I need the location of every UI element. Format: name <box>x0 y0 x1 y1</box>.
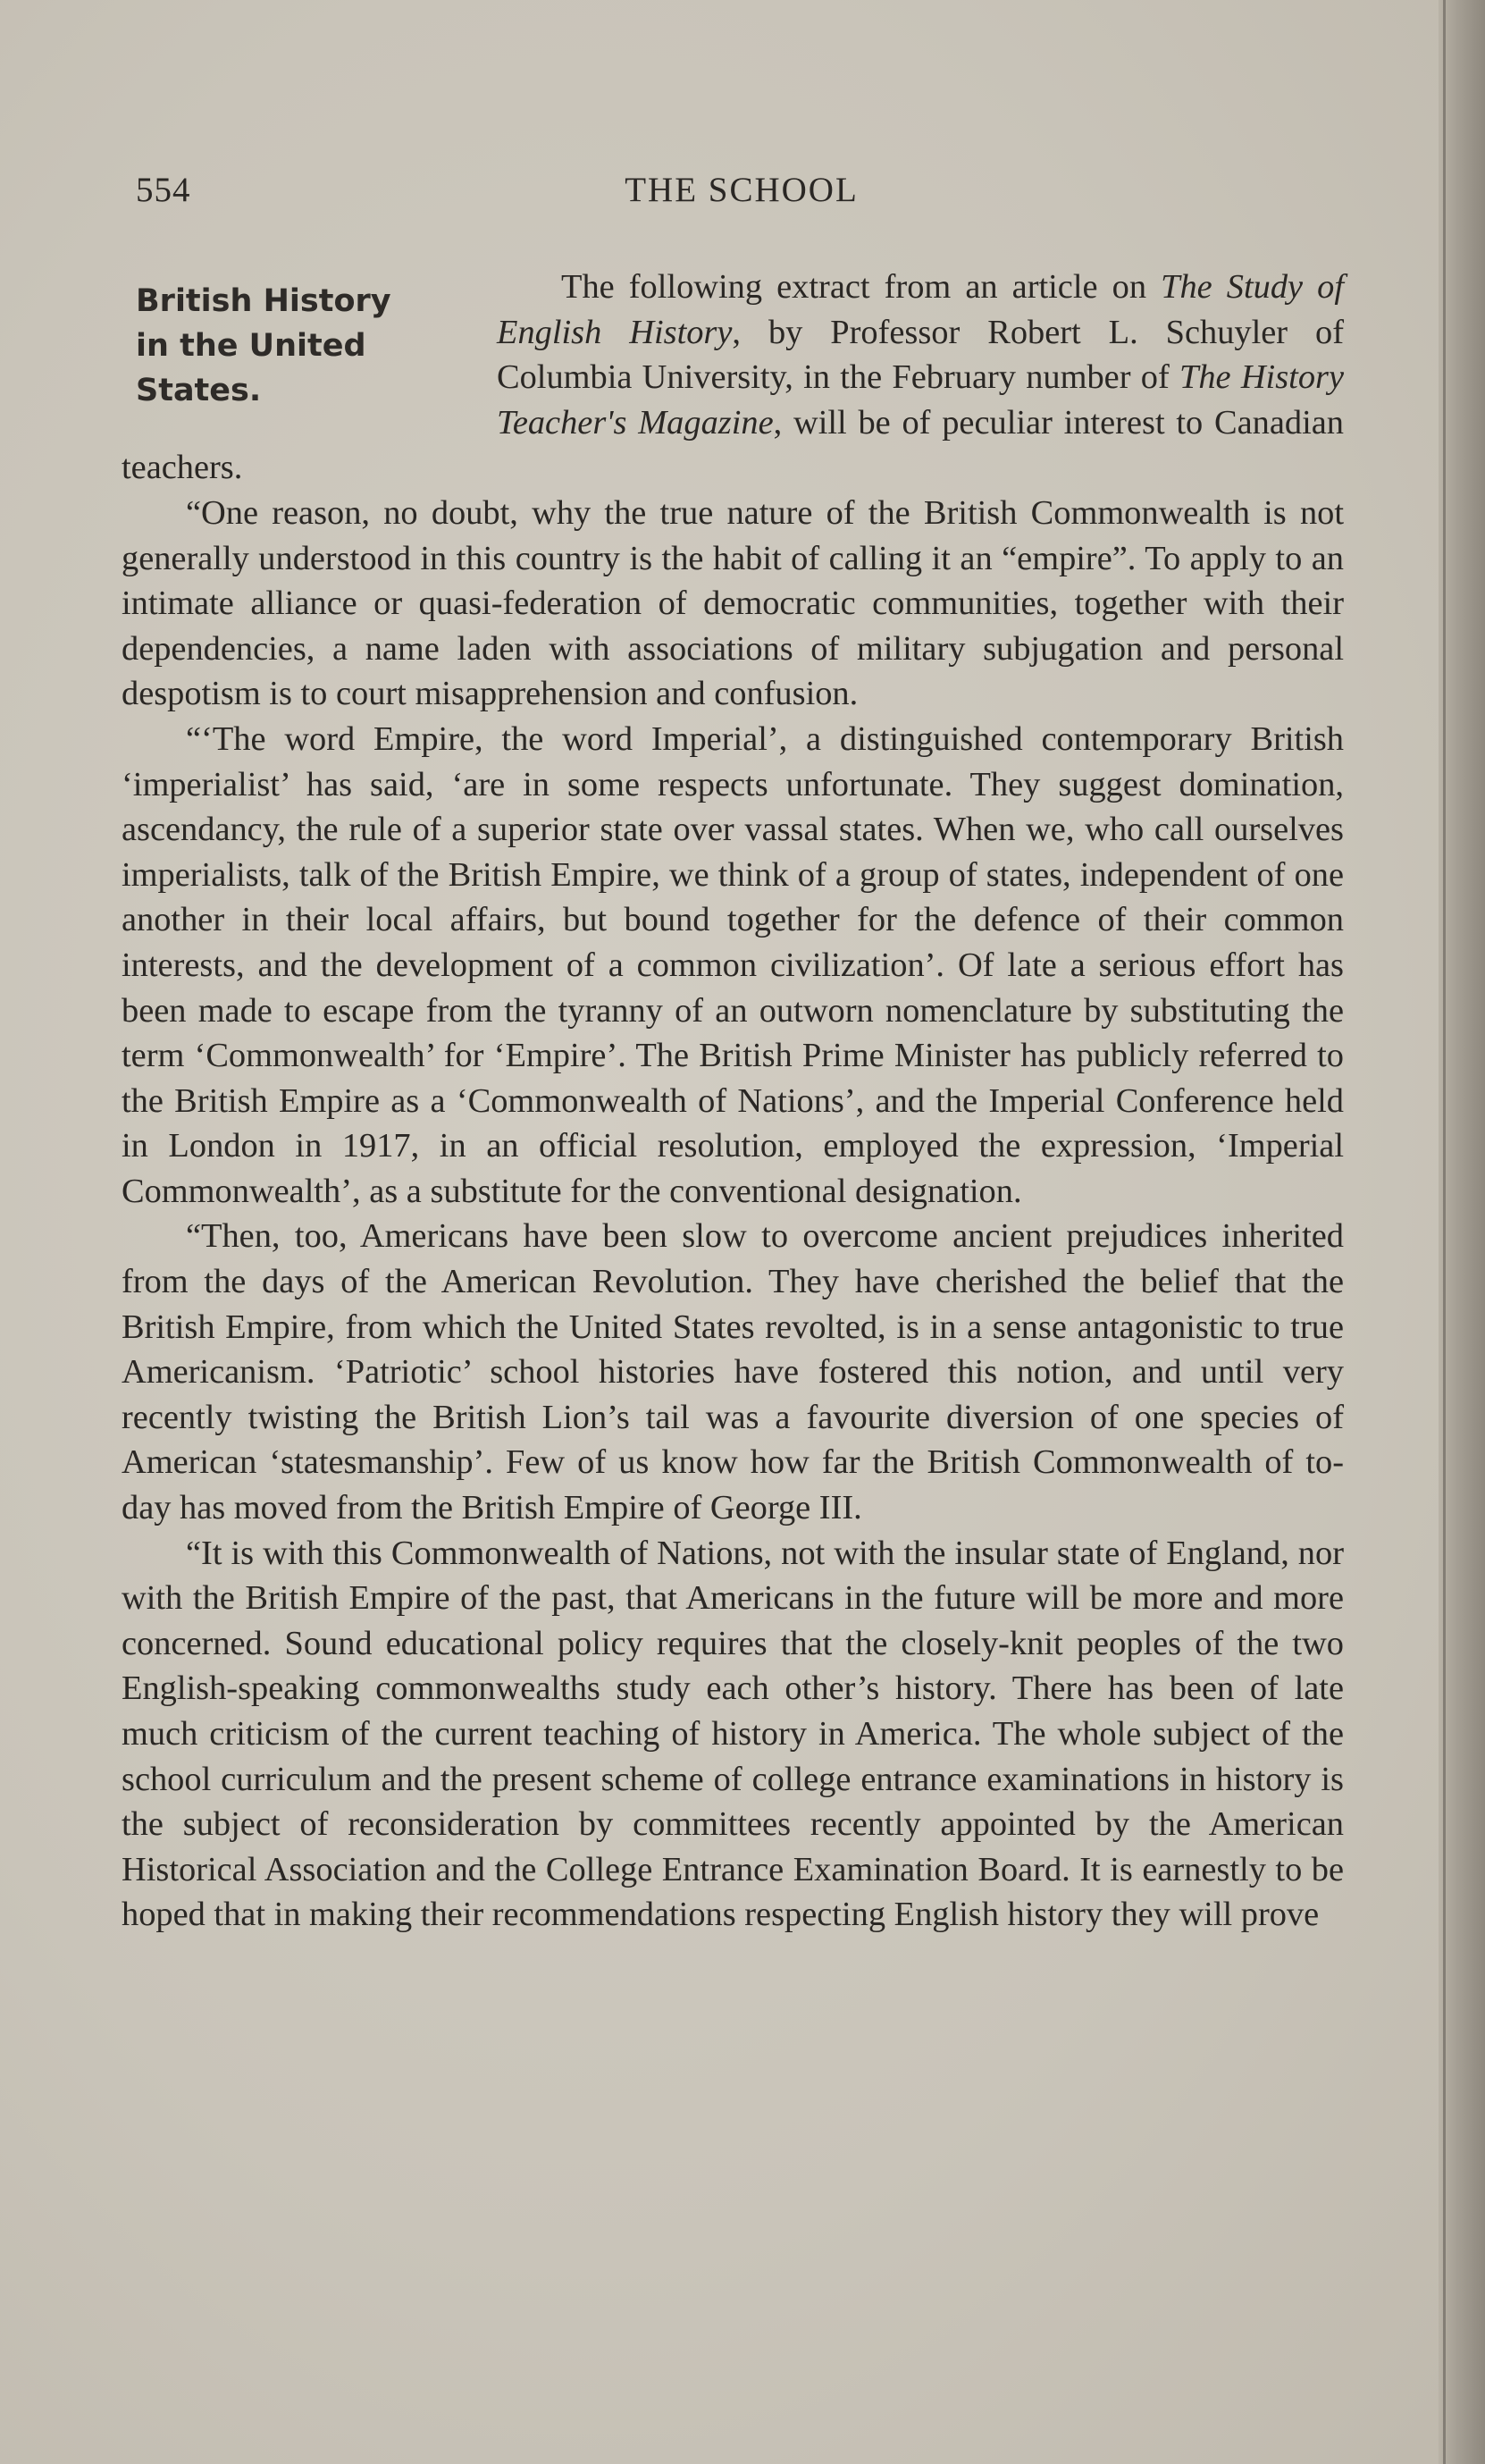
intro-paragraph: The following extract from an article on The Study of English History, by Professor Robert L. Schuyler of Columbia University, in the February number of The History Teacher's Magazine, will be of peculiar interest to Canadian teachers. <box>122 268 1345 487</box>
quote-paragraph: “Then, too, Americans have been slow to overcome ancient prejudices inherited from the days of the American Revolution. They have cherished the belief that the British Empire, from which the United States revolted, is in a sense antagonistic to true Americanism. ‘Patriotic’ school histories have fostered this notion, and until very recently twisting the British Lion’s tail was a favourite diversion of one species of American ‘statesmanship’. Few of us know how far the British Commonwealth of to-day has moved from the British Empire of George III. <box>122 1217 1344 1527</box>
article-title: The Study of English History <box>497 268 1345 351</box>
article-body <box>122 265 1344 1938</box>
margin-heading-line: States. <box>136 373 262 408</box>
sidenote-spacer <box>122 265 497 445</box>
quote-paragraph: “‘The word Empire, the word Imperial’, a distinguished contemporary British ‘imperialist’ has said, ‘are in some respects unfortunate. They suggest domination, ascendancy, the rule of a superior state over vassal states. When we, who call ourselves imperialists, talk of the British Empire, we think of a group of states, independent of one another in their local affairs, but bound together for the defence of their common interests, and the development of a common civilization’. Of late a serious effort has been made to escape from the tyranny of an outworn nomenclature by substituting the term ‘Commonwealth’ for ‘Empire’. The British Prime Minister has publicly referred to the British Empire as a ‘Commonwealth of Nations’, and the Imperial Conference held in London in 1917, in an official resolution, employed the expression, ‘Imperial Commonwealth’, as a substitute for the conventional designation. <box>122 719 1344 1210</box>
margin-heading-line: British History <box>136 283 391 319</box>
magazine-title: The History Teacher's Magazine <box>497 358 1344 442</box>
gutter-edge <box>1443 0 1446 2464</box>
margin-heading-line: in the United <box>136 328 366 364</box>
quote-paragraph: “It is with this Commonwealth of Nations, not with the insular state of England, nor with the British Empire of the past, that Americans in the future will be more and more concerned. Sound educational policy requires that the closely-knit peoples of the two English-speaking commonwealths study each other’s history. There has been of late much criticism of the current teaching of history in America. The whole subject of the school curriculum and the present scheme of college entrance examinations in history is the subject of reconsideration by committees recently appointed by the American Historical Association and the College Entrance Examination Board. It is earnestly to be hoped that in making their recommendations respecting English history they will prove <box>122 1534 1344 1934</box>
quote-paragraph: “One reason, no doubt, why the true nature of the British Commonwealth is not generally understood in this country is the habit of calling it an “empire”. To apply to an intimate alliance or quasi-federation of democratic communities, together with their dependencies, a name laden with associations of military subjugation and personal despotism is to court misapprehension and confusion. <box>122 493 1344 713</box>
running-head: THE SCHOOL <box>625 171 859 209</box>
page-header <box>136 170 1347 214</box>
page-number: 554 <box>136 171 191 209</box>
